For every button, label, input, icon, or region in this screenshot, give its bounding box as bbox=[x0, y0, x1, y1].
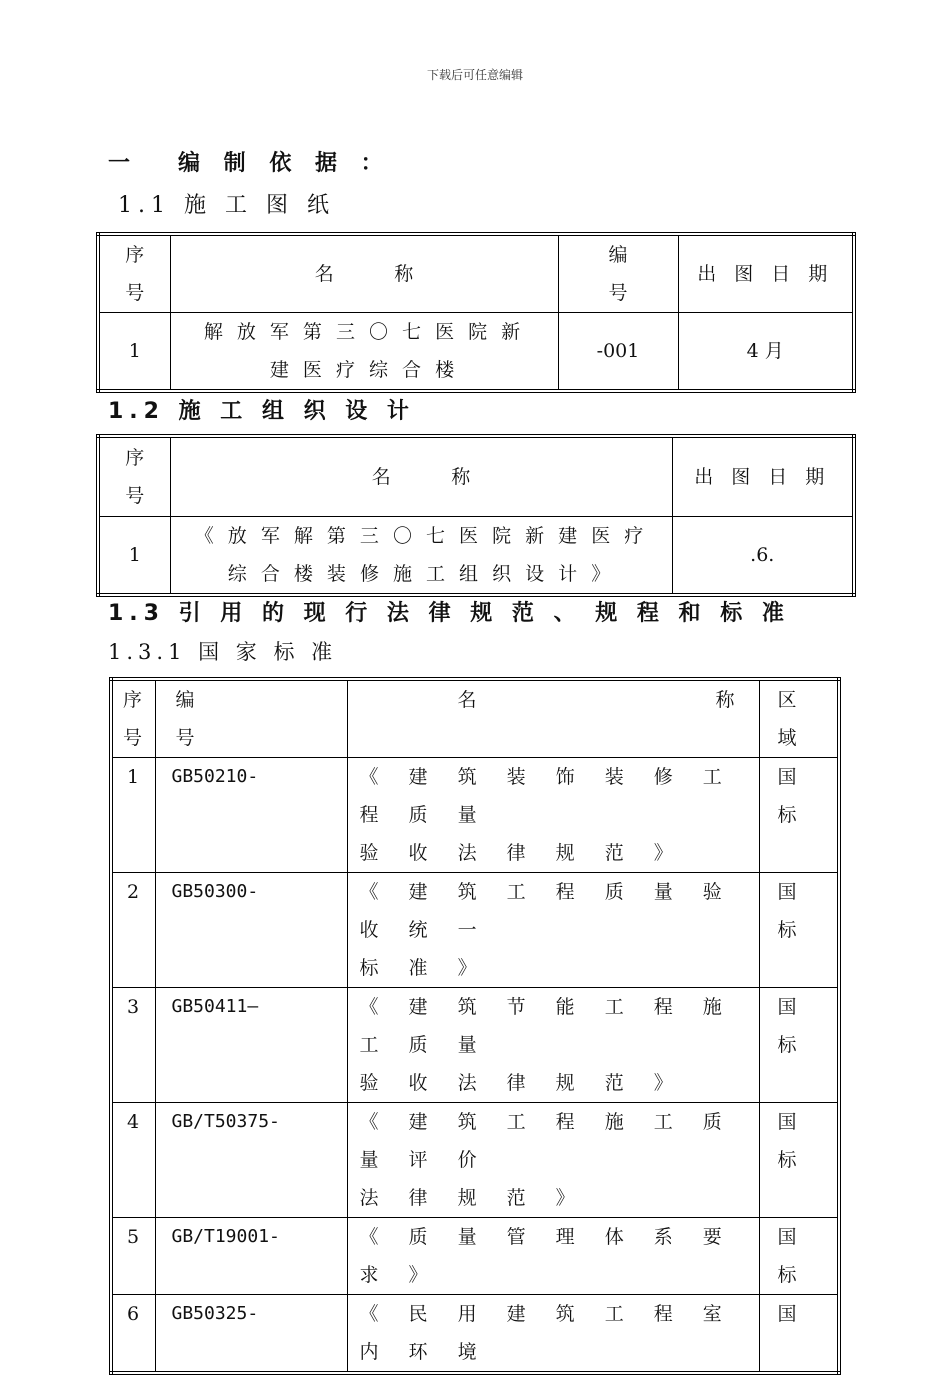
section-1-number: 一 bbox=[108, 151, 139, 176]
cell-area: 国 标 bbox=[759, 1103, 839, 1218]
cell-code: GB50300- bbox=[155, 873, 347, 988]
table-row bbox=[111, 1295, 839, 1374]
cell-date: 4 月 bbox=[678, 313, 854, 392]
header-name-right: 称 bbox=[715, 689, 735, 711]
header-date: 出 图 日 期 bbox=[678, 234, 854, 313]
header-name bbox=[347, 679, 759, 758]
watermark: 下载后可任意编辑 bbox=[426, 68, 523, 82]
cell-name: 《 建 筑 工 程 质 量 验 收 统 一 标 准 》 bbox=[347, 873, 759, 988]
drawings-table bbox=[96, 232, 856, 393]
cell-code: GB50210- bbox=[155, 758, 347, 873]
section-1-2-heading: 1.2 施 工 组 织 设 计 bbox=[108, 399, 415, 424]
cell-name: 《 放 军 解 第 三 〇 七 医 院 新 建 医 疗 综 合 楼 装 修 施 工 组 织 设 计 》 bbox=[170, 516, 672, 595]
table-row bbox=[111, 1103, 839, 1218]
header-seq: 序 号 bbox=[98, 436, 170, 516]
section-1-3-1-heading: 1.3.1 国 家 标 准 bbox=[108, 640, 338, 664]
header-area: 区 域 bbox=[759, 679, 839, 758]
cell-code: GB/T19001- bbox=[155, 1218, 347, 1295]
cell-name: 解 放 军 第 三 〇 七 医 院 新 建 医 疗 综 合 楼 bbox=[170, 313, 558, 392]
table-row bbox=[98, 313, 854, 392]
cell-name: 《 质 量 管 理 体 系 要 求 》 bbox=[347, 1218, 759, 1295]
cell-seq: 3 bbox=[111, 988, 155, 1103]
cell-seq: 5 bbox=[111, 1218, 155, 1295]
cell-code: -001 bbox=[558, 313, 678, 392]
cell-date: .6. bbox=[672, 516, 854, 595]
section-1-heading bbox=[108, 146, 391, 177]
table-row bbox=[111, 873, 839, 988]
section-1-title: 编 制 依 据 ： bbox=[178, 151, 391, 176]
section-1-1-heading: 1.1 施 工 图 纸 bbox=[118, 193, 335, 218]
section-1-3-heading: 1.3 引 用 的 现 行 法 律 规 范 、 规 程 和 标 准 bbox=[108, 601, 790, 626]
cell-name: 《 建 筑 工 程 施 工 质 量 评 价 法 律 规 范 》 bbox=[347, 1103, 759, 1218]
cell-seq: 2 bbox=[111, 873, 155, 988]
header-name: 名 称 bbox=[170, 234, 558, 313]
cell-seq: 6 bbox=[111, 1295, 155, 1374]
header-name-left: 名 bbox=[457, 689, 477, 711]
cell-name: 《 建 筑 节 能 工 程 施 工 质 量 验 收 法 律 规 范 》 bbox=[347, 988, 759, 1103]
cell-name: 《 民 用 建 筑 工 程 室 内 环 境 bbox=[347, 1295, 759, 1374]
header-date: 出 图 日 期 bbox=[672, 436, 854, 516]
cell-seq: 4 bbox=[111, 1103, 155, 1218]
cell-code: GB50411— bbox=[155, 988, 347, 1103]
cell-area: 国 标 bbox=[759, 873, 839, 988]
header-seq: 序 号 bbox=[111, 679, 155, 758]
cell-seq: 1 bbox=[111, 758, 155, 873]
table-row bbox=[111, 758, 839, 873]
header-code-text: 编 号 bbox=[175, 689, 195, 749]
cell-area: 国 标 bbox=[759, 758, 839, 873]
table-row bbox=[111, 1218, 839, 1295]
cell-area: 国 bbox=[759, 1295, 839, 1374]
org-design-table bbox=[96, 434, 856, 597]
cell-area: 国 标 bbox=[759, 1218, 839, 1295]
cell-seq: 1 bbox=[98, 516, 170, 595]
cell-area: 国 标 bbox=[759, 988, 839, 1103]
header-code bbox=[155, 679, 347, 758]
national-standards-table bbox=[109, 677, 841, 1375]
table-row bbox=[111, 988, 839, 1103]
table-row bbox=[98, 516, 854, 595]
table-header-row bbox=[111, 679, 839, 758]
cell-name: 《 建 筑 装 饰 装 修 工 程 质 量 验 收 法 律 规 范 》 bbox=[347, 758, 759, 873]
header-code: 编 号 bbox=[558, 234, 678, 313]
header-seq: 序 号 bbox=[98, 234, 170, 313]
table-header-row bbox=[98, 234, 854, 313]
cell-code: GB50325- bbox=[155, 1295, 347, 1374]
cell-seq: 1 bbox=[98, 313, 170, 392]
header-name: 名 称 bbox=[170, 436, 672, 516]
cell-code: GB/T50375- bbox=[155, 1103, 347, 1218]
table-header-row bbox=[98, 436, 854, 516]
